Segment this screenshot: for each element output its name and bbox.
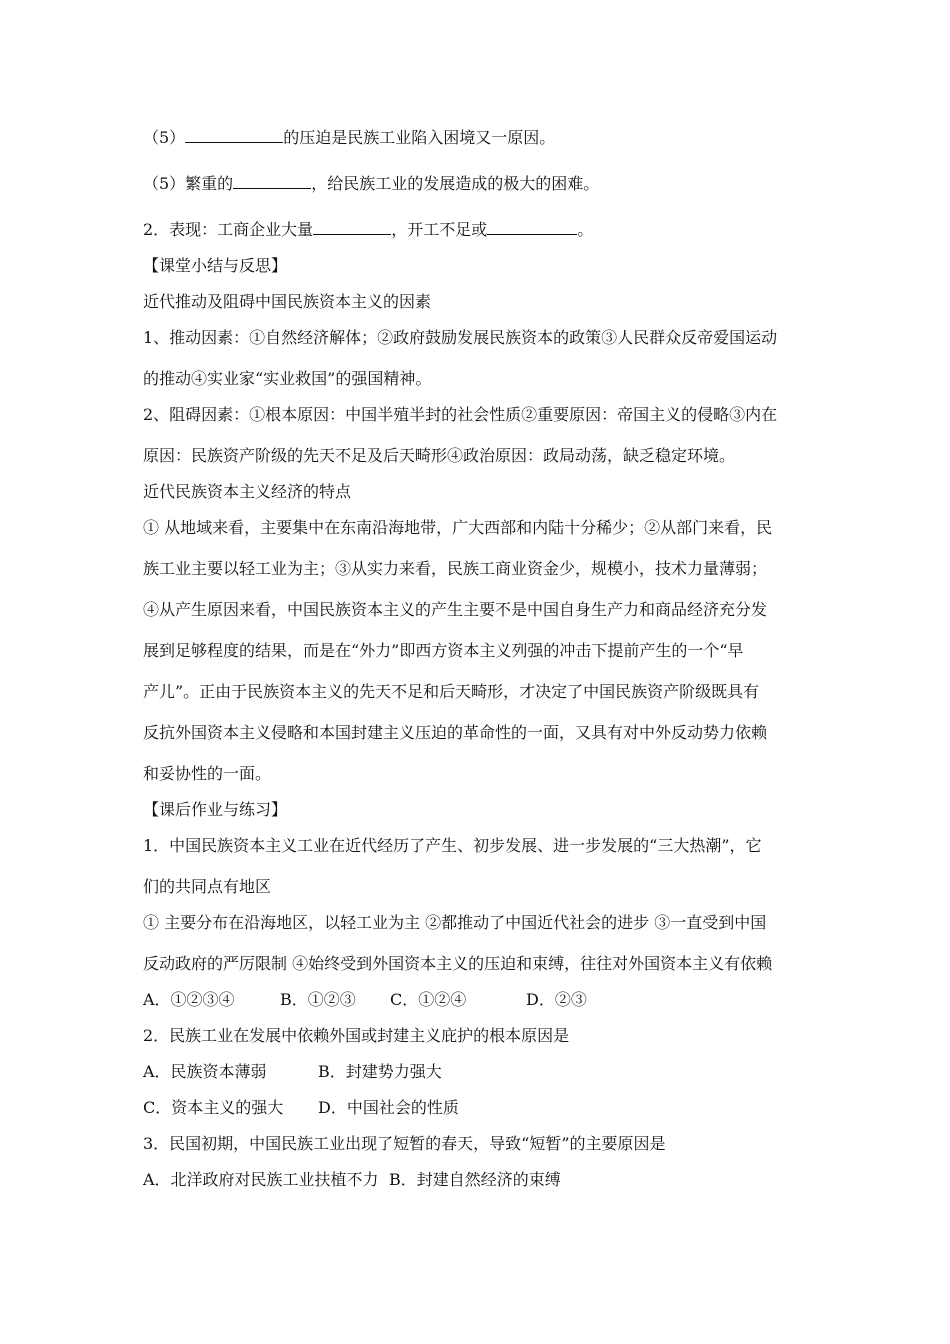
question-1-stem: 们的共同点有地区: [143, 877, 272, 896]
fill-item-5b-prefix: （5）繁重的: [143, 174, 234, 193]
summary-paragraph-line: 的推动④实业家“实业救国”的强国精神。: [143, 369, 432, 388]
summary-paragraph-line: 2、阻碍因素：①根本原因：中国半殖半封的社会性质②重要原因：帝国主义的侵略③内在: [143, 405, 778, 424]
option-b[interactable]: B．①②③: [280, 990, 356, 1009]
option-a[interactable]: A．①②③④: [143, 990, 235, 1009]
summary-paragraph-line: 原因：民族资产阶级的先天不足及后天畸形④政治原因：政局动荡，缺乏稳定环境。: [143, 446, 736, 465]
homework-heading: 【课后作业与练习】: [143, 800, 288, 819]
fill-item-5a: [143, 128, 823, 148]
summary-paragraph-line: 1、推动因素：①自然经济解体；②政府鼓励发展民族资本的政策③人民群众反帝爱国运动: [143, 328, 778, 347]
option-c[interactable]: C．①②④: [390, 990, 467, 1009]
fill-item-5a-prefix: （5）: [143, 128, 186, 147]
features-paragraph-line: 反抗外国资本主义侵略和本国封建主义压迫的革命性的一面，又具有对中外反动势力依赖: [143, 723, 768, 742]
option-c[interactable]: C．资本主义的强大: [143, 1098, 284, 1117]
fill-item-2: [143, 220, 823, 240]
question-3-stem: 3．民国初期，中国民族工业出现了短暂的春天，导致“短暂”的主要原因是: [143, 1134, 666, 1153]
option-b[interactable]: B．封建势力强大: [318, 1062, 442, 1081]
features-paragraph-line: 展到足够程度的结果，而是在“外力”即西方资本主义列强的冲击下提前产生的一个“早: [143, 641, 744, 660]
fill-item-5b-suffix: ，给民族工业的发展造成的极大的困难。: [311, 174, 600, 193]
features-paragraph-line: 族工业主要以轻工业为主；③从实力来看，民族工商业资金少，规模小，技术力量薄弱；: [143, 559, 768, 578]
question-2-options: [143, 1062, 823, 1082]
fill-item-2-prefix: 2．表现：工商企业大量: [143, 220, 314, 239]
fill-item-5a-suffix: 的压迫是民族工业陷入困境又一原因。: [283, 128, 556, 147]
features-paragraph-line: ④从产生原因来看，中国民族资本主义的产生主要不是中国自身生产力和商品经济充分发: [143, 600, 768, 619]
features-paragraph-line: ① 从地域来看，主要集中在东南沿海地带，广大西部和内陆十分稀少；②从部门来看，民: [143, 518, 773, 537]
option-b[interactable]: B．封建自然经济的束缚: [389, 1170, 561, 1189]
answer-blank[interactable]: [185, 128, 283, 143]
fill-item-5b: [143, 174, 823, 194]
summary-subheading-features: 近代民族资本主义经济的特点: [143, 482, 352, 501]
question-1-options: [143, 990, 823, 1010]
option-d[interactable]: D．②③: [526, 990, 587, 1009]
question-1-statements: ① 主要分布在沿海地区，以轻工业为主 ②都推动了中国近代社会的进步 ③一直受到中国: [143, 913, 767, 932]
answer-blank[interactable]: [487, 220, 577, 235]
features-paragraph-line: 产儿”。正由于民族资本主义的先天不足和后天畸形，才决定了中国民族资产阶级既具有: [143, 682, 760, 701]
question-1-stem: 1．中国民族资本主义工业在近代经历了产生、初步发展、进一步发展的“三大热潮”，它: [143, 836, 762, 855]
summary-heading: 【课堂小结与反思】: [143, 256, 288, 275]
question-1-statements: 反动政府的严厉限制 ④始终受到外国资本主义的压迫和束缚，往往对外国资本主义有依赖: [143, 954, 773, 973]
answer-blank[interactable]: [313, 220, 391, 235]
fill-item-2-suffix: 。: [577, 220, 594, 239]
fill-item-2-middle: ，开工不足或: [391, 220, 488, 239]
option-a[interactable]: A．北洋政府对民族工业扶植不力: [143, 1170, 379, 1189]
option-a[interactable]: A．民族资本薄弱: [143, 1062, 267, 1081]
question-2-stem: 2．民族工业在发展中依赖外国或封建主义庇护的根本原因是: [143, 1026, 570, 1045]
question-3-options: [143, 1170, 823, 1190]
option-d[interactable]: D．中国社会的性质: [318, 1098, 459, 1117]
question-2-options: [143, 1098, 823, 1118]
summary-subheading-factors: 近代推动及阻碍中国民族资本主义的因素: [143, 292, 432, 311]
features-paragraph-line: 和妥协性的一面。: [143, 764, 272, 783]
answer-blank[interactable]: [233, 174, 311, 189]
